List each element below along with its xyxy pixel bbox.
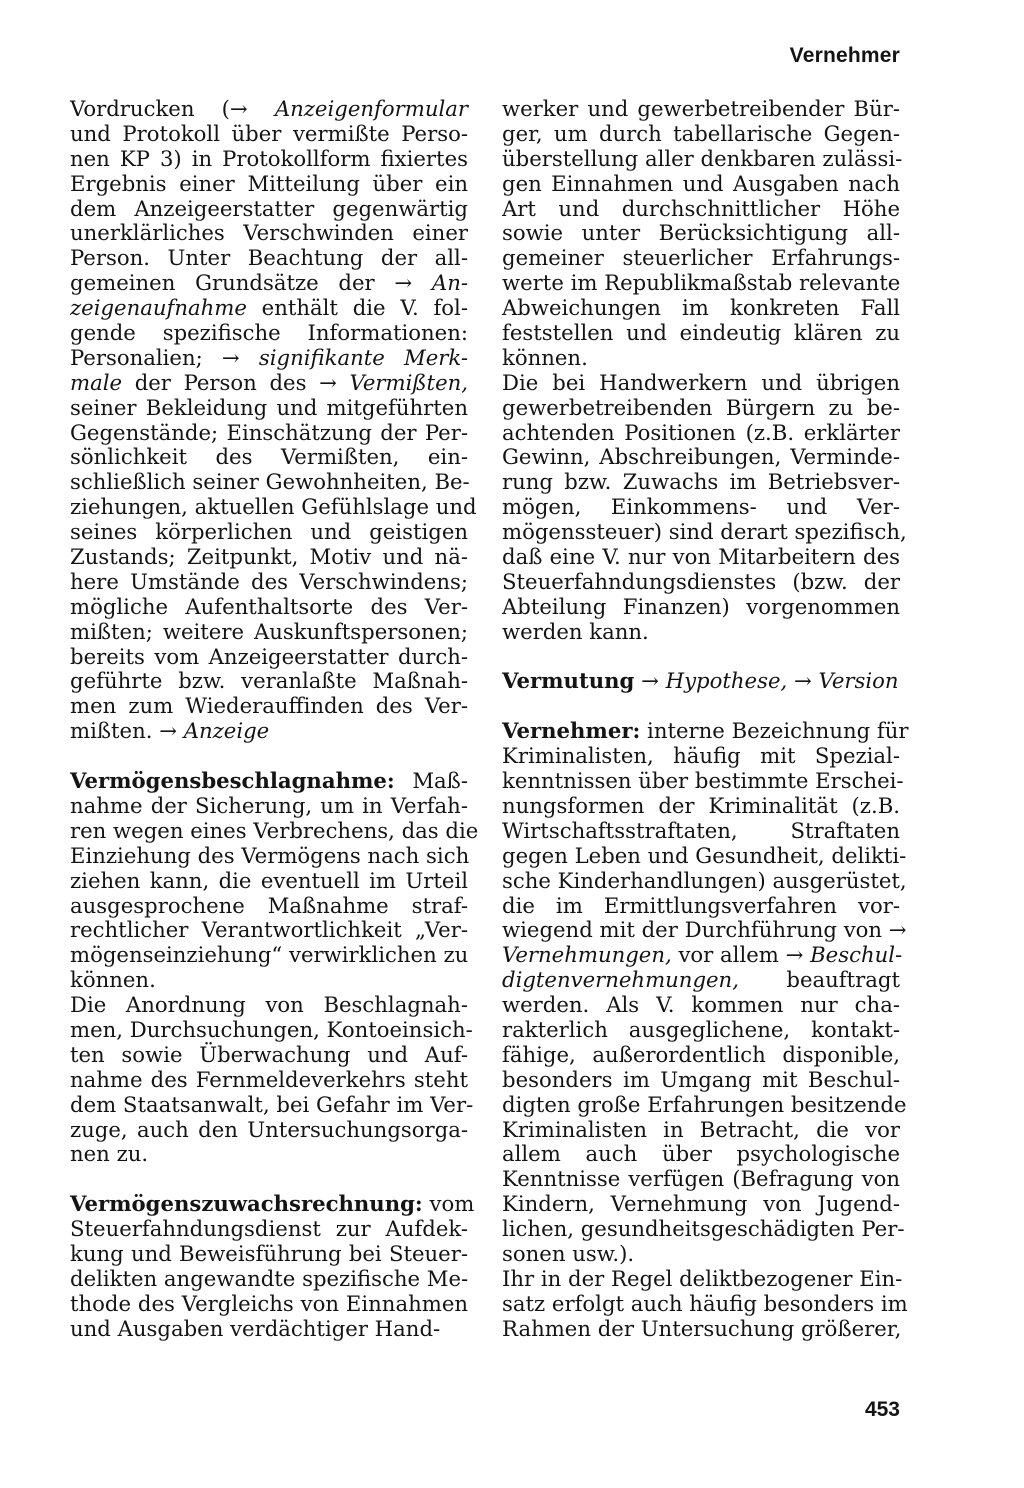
body-text: der Person des → [122, 369, 350, 395]
cross-reference: Hypothese, [665, 668, 788, 694]
text-line [70, 172, 468, 197]
body-text: kenntnissen über bestimmte Erschei- [502, 768, 904, 794]
body-text: sowie unter Berücksichtigung all- [502, 220, 900, 246]
text-line [502, 1216, 905, 1242]
body-text: gewerbetreibenden Bürgern zu be- [502, 394, 900, 420]
body-text: werker und gewerbetreibender Bür- [502, 96, 900, 121]
cross-reference: Vernehmungen, [502, 942, 672, 968]
paragraph-gap [70, 744, 468, 769]
body-text: Die bei Handwerkern und übrigen [502, 369, 900, 395]
text-line [70, 122, 468, 147]
text-line [502, 271, 900, 296]
text-line [70, 421, 468, 446]
text-line [502, 867, 907, 894]
paragraph-gap [502, 694, 900, 719]
right-column [502, 96, 909, 1342]
text-line [502, 1043, 900, 1068]
text-line [502, 768, 904, 794]
body-text: überstellung aller denkbaren zulässi- [502, 145, 903, 171]
text-line [502, 519, 907, 545]
text-line [70, 817, 479, 844]
body-text: Vordrucken (→ [70, 96, 275, 121]
text-line [502, 145, 903, 172]
text-line [70, 869, 468, 894]
body-text: werte im Republikmaßstab relevante [502, 270, 901, 296]
body-text: und Protokoll über vermißte Perso- [70, 120, 468, 146]
text-line [70, 844, 468, 869]
text-line [70, 595, 468, 620]
body-text: sonen usw.). [502, 1240, 635, 1266]
body-text: interne Bezeichnung für [640, 718, 909, 744]
cross-reference: signifikante Merk- [258, 344, 468, 370]
entry-headword: Vermögenszuwachsrechnung: [70, 1191, 423, 1217]
body-text: mögenssteuer) sind derart spezifisch, [502, 519, 907, 545]
body-text: sönlichkeit des Vermißten, ein- [70, 444, 468, 470]
body-text: ger, um durch tabellarische Gegen- [502, 120, 900, 146]
body-text: können. [70, 967, 156, 993]
body-text: Kenntnisse verfügen (Befragung von [502, 1166, 900, 1192]
text-line [70, 769, 468, 794]
left-column [70, 96, 479, 1342]
body-text: lichen, gesundheitsgeschädigten Per- [502, 1216, 905, 1242]
body-text: mißten; weitere Auskunftspersonen; [70, 618, 468, 644]
body-text: nen zu. [70, 1141, 149, 1167]
text-line [70, 1217, 468, 1242]
text-line [502, 445, 900, 470]
text-line [502, 346, 900, 371]
body-text: achtenden Positionen (z.B. erklärter [502, 419, 900, 445]
paragraph-gap [70, 1167, 468, 1192]
body-text: dem Staatsanwalt, bei Gefahr im Ver- [70, 1091, 474, 1117]
text-line [70, 1142, 468, 1167]
text-line [502, 993, 900, 1018]
body-text: besonders im Umgang mit Beschul- [502, 1066, 900, 1092]
text-line [70, 620, 468, 645]
text-line [502, 296, 900, 321]
text-line [502, 470, 900, 495]
text-line [502, 842, 907, 869]
text-line [502, 396, 900, 421]
text-line [70, 570, 468, 595]
body-text: mögen, Einkommens- und Ver- [502, 494, 900, 520]
text-line [70, 1016, 473, 1043]
cross-reference: Beschul- [810, 942, 903, 968]
body-text: schließlich seiner Gewohnheiten, Be- [70, 469, 470, 495]
text-line [502, 321, 900, 346]
body-text: Die Anordnung von Beschlagnah- [70, 992, 468, 1018]
body-text: thode des Vergleichs von Einnahmen [70, 1290, 468, 1316]
body-text: rakterlich ausgeglichene, kontakt- [502, 1016, 900, 1042]
body-text: beauftragt [738, 967, 900, 993]
text-line [502, 669, 900, 694]
body-text: Abweichungen im konkreten Fall [502, 295, 900, 321]
text-line [502, 221, 900, 246]
body-text: Personalien; → [70, 344, 259, 370]
text-line [502, 1018, 900, 1043]
body-text: kung und Beweisführung bei Steuer- [70, 1240, 468, 1266]
page-number: 453 [864, 1398, 900, 1421]
body-text: digten große Erfahrungen besitzende [502, 1091, 907, 1117]
body-text: gende spezifische Informationen: [70, 320, 468, 346]
text-line [502, 1091, 907, 1118]
text-line [70, 1118, 468, 1143]
text-line [70, 1292, 468, 1317]
text-line [502, 97, 900, 122]
text-line [502, 718, 909, 744]
body-text: Kriminalisten, häufig mit Spezial- [502, 743, 900, 769]
text-line [502, 794, 900, 819]
body-text: gemeinen Grundsätze der → [70, 270, 432, 296]
text-line [70, 520, 468, 545]
text-line [502, 1242, 900, 1267]
text-line [502, 495, 900, 520]
body-text: rung bzw. Zuwachs im Betriebsver- [502, 469, 900, 495]
text-line [502, 968, 900, 993]
text-line [70, 943, 468, 968]
text-line [502, 1118, 900, 1143]
body-text: wiegend mit der Durchführung von → [502, 917, 907, 943]
body-text: können. [502, 344, 588, 370]
text-line [502, 942, 903, 968]
text-line [70, 197, 468, 222]
body-text: nungsformen der Kriminalität (z.B. [502, 792, 900, 818]
body-text: enthält die V. fol- [246, 295, 468, 321]
entry-headword: Vermögensbeschlagnahme: [70, 768, 395, 794]
text-line [70, 1191, 475, 1217]
cross-reference: Version [818, 668, 899, 694]
cross-reference: Vermißten, [349, 369, 468, 395]
body-text: Einziehung des Vermögens nach sich [70, 842, 470, 868]
text-line [502, 1265, 903, 1292]
body-text: Maß- [394, 768, 468, 794]
body-text: nen KP 3) in Protokollform fixiertes [70, 145, 468, 171]
text-line [502, 197, 900, 222]
text-line [502, 1068, 900, 1093]
text-line [502, 421, 900, 446]
body-text: → [787, 668, 819, 694]
text-line [502, 1317, 900, 1342]
body-text: gegen Leben und Gesundheit, delikti- [502, 842, 907, 868]
body-text: nahme des Fernmeldeverkehrs steht [70, 1066, 468, 1092]
text-line [70, 1091, 474, 1118]
text-line [70, 470, 468, 495]
body-text: ziehungen, aktuellen Gefühlslage und [70, 494, 477, 520]
text-line [70, 894, 468, 919]
body-text: Person. Unter Beachtung der all- [70, 245, 468, 271]
body-text: seiner Bekleidung und mitgeführten [70, 394, 468, 420]
text-line [502, 570, 900, 595]
body-text: gen Einnahmen und Ausgaben nach [502, 170, 900, 196]
body-text: Steuerfahndungsdienstes (bzw. der [502, 568, 900, 594]
text-line [70, 694, 468, 719]
text-line [70, 445, 468, 470]
body-text: gemeiner steuerlicher Erfahrungs- [502, 245, 900, 271]
cross-reference: zeigenaufnahme [70, 295, 247, 321]
body-text: Gegenstände; Einschätzung der Per- [70, 419, 468, 445]
body-text: vor allem → [671, 942, 811, 968]
body-text: Kindern, Vernehmung von Jugend- [502, 1191, 900, 1217]
running-head: Vernehmer [789, 44, 900, 67]
body-text: satz erfolgt auch häufig besonders im [502, 1290, 908, 1316]
body-text: mögenseinziehung“ verwirklichen zu [70, 942, 469, 968]
text-line [70, 246, 468, 271]
text-line [70, 396, 468, 421]
body-text: geführte bzw. veranlaßte Maßnah- [70, 668, 468, 694]
text-line [502, 917, 907, 943]
text-line [502, 595, 900, 620]
body-text: Gewinn, Abschreibungen, Verminde- [502, 444, 900, 470]
cross-reference: male [70, 369, 123, 395]
text-line [70, 494, 477, 520]
body-text: ten sowie Überwachung und Auf- [70, 1041, 468, 1067]
text-line [70, 346, 468, 371]
body-text: feststellen und eindeutig klären zu [502, 320, 900, 346]
entry-headword: Vermutung [502, 668, 635, 694]
body-text: sche Kinderhandlungen) ausgerüstet, [502, 867, 907, 893]
text-line [70, 97, 468, 122]
text-line [70, 794, 468, 819]
text-line [70, 1242, 468, 1267]
text-line [70, 221, 468, 246]
body-text: allem auch über psychologische [502, 1141, 900, 1167]
body-text: nahme der Sicherung, um in Verfah- [70, 792, 468, 818]
text-line [502, 122, 900, 147]
body-text: ren wegen eines Verbrechens, das die [70, 817, 479, 843]
body-text: rechtlicher Verantwortlichkeit „Ver- [70, 917, 468, 943]
body-text: fähige, außerordentlich disponible, [502, 1041, 900, 1067]
cross-reference: An- [431, 270, 468, 296]
text-line [502, 545, 900, 570]
text-line [502, 1167, 900, 1192]
text-line [70, 719, 468, 744]
body-text: → [634, 668, 666, 694]
text-line [502, 1290, 908, 1317]
body-text: und Ausgaben verdächtiger Hand- [70, 1315, 441, 1341]
body-text: Zustands; Zeitpunkt, Motiv und nä- [70, 544, 468, 570]
text-line [70, 271, 468, 296]
body-text: unerklärliches Verschwinden einer [70, 220, 468, 246]
text-line [70, 993, 468, 1018]
text-line [502, 172, 900, 197]
body-text: mißten. → [70, 718, 184, 744]
body-text: Rahmen der Untersuchung größerer, [502, 1315, 902, 1341]
body-text: Kriminalisten in Betracht, die vor [502, 1116, 900, 1142]
text-line [70, 545, 468, 570]
entry-headword: Vernehmer: [502, 718, 641, 744]
cross-reference: Anzeige [183, 718, 270, 744]
text-line [70, 1043, 468, 1068]
body-text: delikten angewandte spezifische Me- [70, 1265, 469, 1291]
body-text: die im Ermittlungsverfahren vor- [502, 892, 900, 918]
cross-reference: digtenvernehmungen, [502, 967, 739, 993]
paragraph-gap [502, 645, 900, 670]
body-text: men, Durchsuchungen, Kontoeinsich- [70, 1016, 473, 1042]
text-line [70, 669, 468, 694]
body-text: Abteilung Finanzen) vorgenommen [502, 593, 900, 619]
body-text: bereits vom Anzeigeerstatter durch- [70, 643, 468, 669]
text-line [70, 968, 468, 993]
body-text: Steuerfahndungsdienst zur Aufdek- [70, 1216, 468, 1242]
text-line [502, 620, 900, 645]
body-text: zuge, auch den Untersuchungsorga- [70, 1116, 468, 1142]
text-line [502, 246, 900, 271]
text-line [502, 1192, 900, 1217]
body-text: vom [422, 1191, 475, 1217]
body-text: daß eine V. nur von Mitarbeitern des [502, 544, 900, 570]
body-text: here Umstände des Verschwindens; [70, 568, 468, 594]
text-line [70, 321, 468, 346]
body-text: dem Anzeigeerstatter gegenwärtig [70, 195, 468, 221]
text-line [70, 1317, 468, 1342]
text-line [502, 819, 900, 844]
body-text: seines körperlichen und geistigen [70, 519, 468, 545]
text-line [502, 894, 900, 919]
body-text: ziehen kann, die eventuell im Urteil [70, 867, 468, 893]
body-text: werden kann. [502, 618, 649, 644]
text-line [502, 744, 900, 769]
body-text: mögliche Aufenthaltsorte des Ver- [70, 593, 468, 619]
body-text: Ergebnis einer Mitteilung über ein [70, 170, 468, 196]
text-line [502, 371, 900, 396]
body-text: ausgesprochene Maßnahme straf- [70, 892, 468, 918]
text-line [502, 1142, 900, 1167]
body-text: Wirtschaftsstraftaten, Straftaten [502, 817, 900, 843]
body-text: Art und durchschnittlicher Höhe [502, 195, 900, 221]
body-text: werden. Als V. kommen nur cha- [502, 992, 900, 1018]
text-line [70, 645, 468, 670]
text-line [70, 147, 468, 172]
text-line [70, 1068, 468, 1093]
text-line [70, 1267, 468, 1292]
text-line [70, 296, 468, 321]
cross-reference: Anzeigenformular [274, 96, 468, 121]
text-line [70, 371, 468, 396]
body-text: Ihr in der Regel deliktbezogener Ein- [502, 1265, 903, 1291]
text-line [70, 918, 468, 943]
body-text: men zum Wiederauffinden des Ver- [70, 693, 468, 719]
